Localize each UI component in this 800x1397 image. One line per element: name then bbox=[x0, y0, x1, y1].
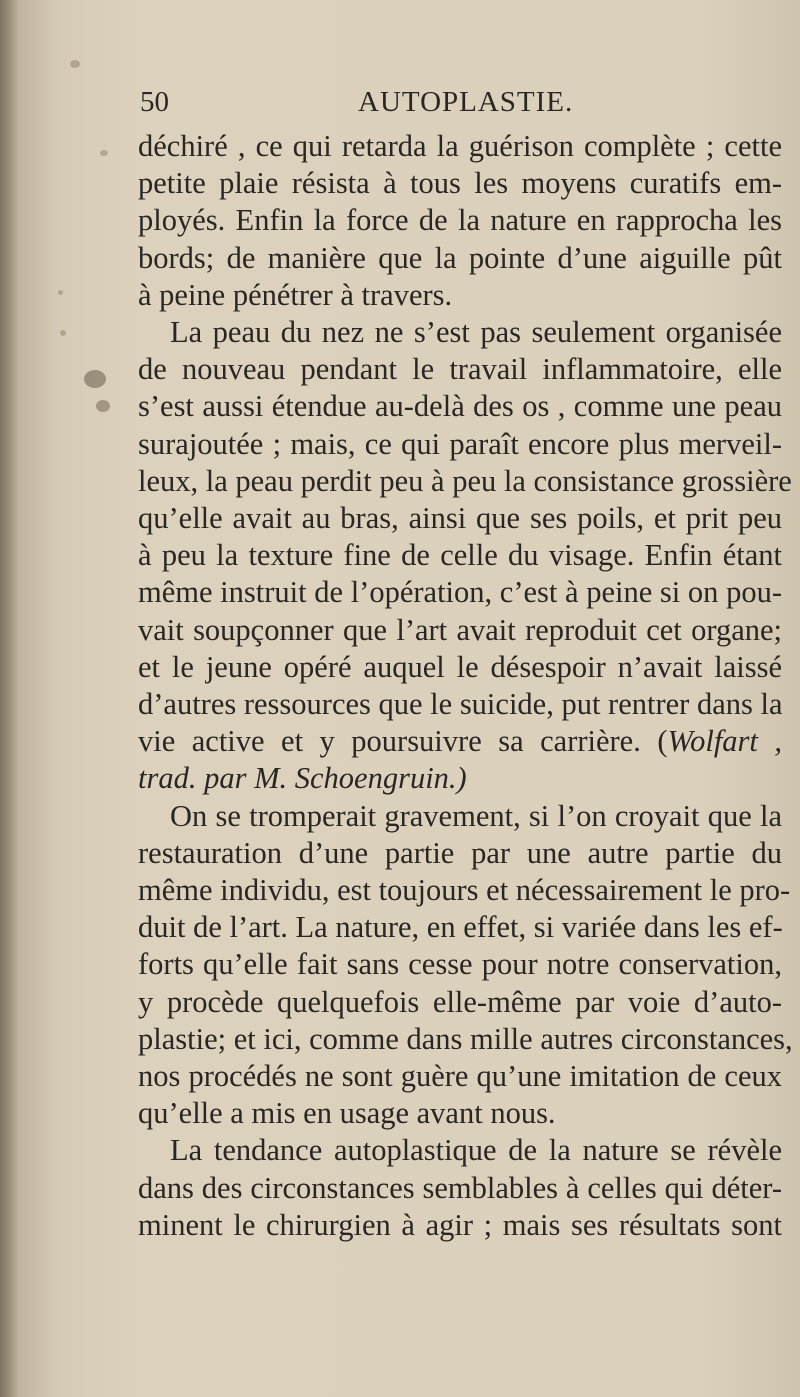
text-line: dans des circonstances semblables à celles qui déter- bbox=[138, 1170, 782, 1205]
text-line: ployés. Enfin la force de la nature en rapprocha les bbox=[138, 203, 782, 238]
text-line: même individu, est toujours et nécessairement le pro- bbox=[138, 873, 791, 908]
text-line: qu’elle a mis en usage avant nous. bbox=[138, 1096, 556, 1131]
text-line: leux, la peau perdit peu à peu la consistance grossière bbox=[138, 463, 792, 498]
page-header bbox=[140, 86, 780, 120]
text-line: d’autres ressources que le suicide, put rentrer dans la bbox=[138, 687, 783, 722]
text-line: même instruit de l’opération, c’est à peine si on pou- bbox=[138, 575, 782, 610]
running-title: AUTOPLASTIE. bbox=[358, 86, 574, 118]
gutter-shadow bbox=[0, 0, 18, 1397]
text-line: La tendance autoplastique de la nature se révèle bbox=[170, 1133, 782, 1168]
text-line bbox=[138, 760, 782, 797]
text-line: et le jeune opéré auquel le désespoir n’avait laissé bbox=[138, 649, 782, 684]
text-line: nos procédés ne sont guère qu’une imitation de ceux bbox=[138, 1059, 782, 1094]
citation-author: Wolfart , bbox=[667, 724, 782, 759]
page-number: 50 bbox=[140, 86, 169, 118]
citation-translator: trad. par M. Schoengruin.) bbox=[138, 761, 467, 796]
text-line: surajoutée ; mais, ce qui paraît encore plus merveil- bbox=[138, 426, 782, 461]
foxing-spot bbox=[58, 290, 63, 295]
text-line: y procède quelquefois elle-même par voie d’auto- bbox=[138, 984, 782, 1019]
text-line: à peine pénétrer à travers. bbox=[138, 277, 453, 312]
foxing-spot bbox=[60, 330, 66, 336]
foxing-spot bbox=[70, 60, 80, 68]
text-line: à peu la texture fine de celle du visage. Enfin étant bbox=[138, 538, 782, 573]
text-line: plastie; et ici, comme dans mille autres circonstances, bbox=[138, 1021, 793, 1056]
text-line: forts qu’elle fait sans cesse pour notre conservation, bbox=[138, 947, 782, 982]
text-line bbox=[138, 723, 782, 760]
text-line: restauration d’une partie par une autre partie du bbox=[138, 835, 782, 870]
foxing-spot bbox=[96, 400, 110, 412]
foxing-spot bbox=[100, 150, 108, 156]
text-line: bords; de manière que la pointe d’une aiguille pût bbox=[138, 240, 782, 275]
text-line: On se tromperait gravement, si l’on croyait que la bbox=[170, 798, 782, 833]
text-line: minent le chirurgien à agir ; mais ses résultats sont bbox=[138, 1207, 782, 1242]
text-line: déchiré , ce qui retarda la guérison complète ; cette bbox=[138, 129, 782, 163]
text-line: La peau du nez ne s’est pas seulement organisée bbox=[170, 315, 782, 350]
text-line: petite plaie résista à tous les moyens curatifs em- bbox=[138, 166, 782, 201]
text-line: de nouveau pendant le travail inflammatoire, elle bbox=[138, 352, 782, 387]
body-text bbox=[138, 128, 793, 1244]
text-line: duit de l’art. La nature, en effet, si variée dans les ef- bbox=[138, 910, 783, 945]
text-fragment: vie active et y poursuivre sa carrière. ( bbox=[138, 724, 668, 759]
text-line: vait soupçonner que l’art avait reproduit cet organe; bbox=[138, 612, 782, 647]
foxing-spot bbox=[84, 370, 106, 388]
text-line: qu’elle avait au bras, ainsi que ses poils, et prit peu bbox=[138, 501, 782, 536]
text-line: s’est aussi étendue au-delà des os , comme une peau bbox=[138, 389, 782, 424]
